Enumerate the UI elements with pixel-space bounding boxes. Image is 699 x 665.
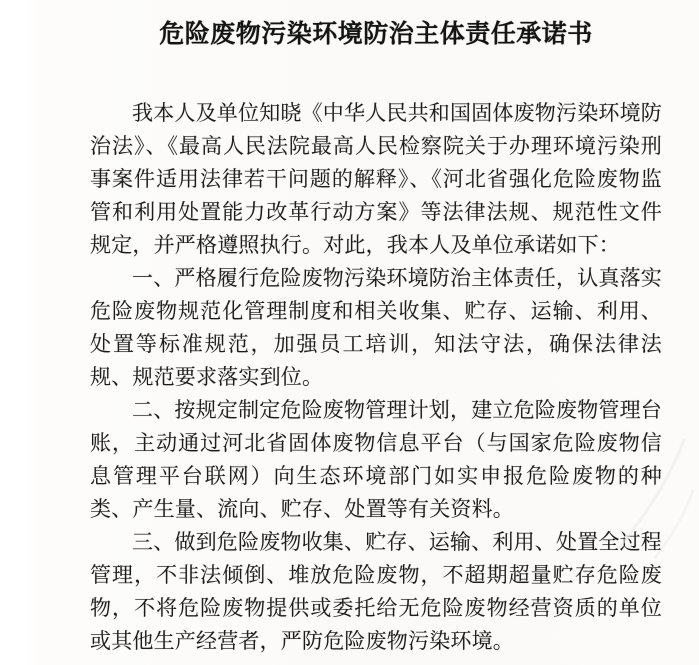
paragraph-item-2: 二、按规定制定危险废物管理计划，建立危险废物管理台账，主动通过河北省固体废物信息平台（与国家危险废物信息管理平台联网）向生态环境部门如实申报危险废物的种类、产生量、流向、贮存、处置等有关资料。 xyxy=(90,398,662,521)
paragraph-item-1: 一、严格履行危险废物污染环境防治主体责任，认真落实危险废物规范化管理制度和相关收集、贮存、运输、利用、处置等标准规范，加强员工培训，知法守法，确保法律法规、规范要求落实到位。 xyxy=(90,266,662,389)
paragraph-intro: 我本人及单位知晓《中华人民共和国固体废物污染环境防治法》、《最高人民法院最高人民检察院关于办理环境污染刑事案件适用法律若干问题的解释》、《河北省强化危险废物监管和利用处置能力改革行动方案》等法律法规、规范性文件规定，并严格遵照执行。对此，我本人及单位承诺如下： xyxy=(90,101,662,257)
paragraph-item-3: 三、做到危险废物收集、贮存、运输、利用、处置全过程管理，不非法倾倒、堆放危险废物，不超期超量贮存危险废物，不将危险废物提供或委托给无危险废物经营资质的单位或其他生产经营者，严防危险废物污染环境。 xyxy=(90,530,662,653)
document-body xyxy=(90,97,662,658)
document-content xyxy=(90,20,662,658)
document-title: 危险废物污染环境防治主体责任承诺书 xyxy=(159,21,593,48)
